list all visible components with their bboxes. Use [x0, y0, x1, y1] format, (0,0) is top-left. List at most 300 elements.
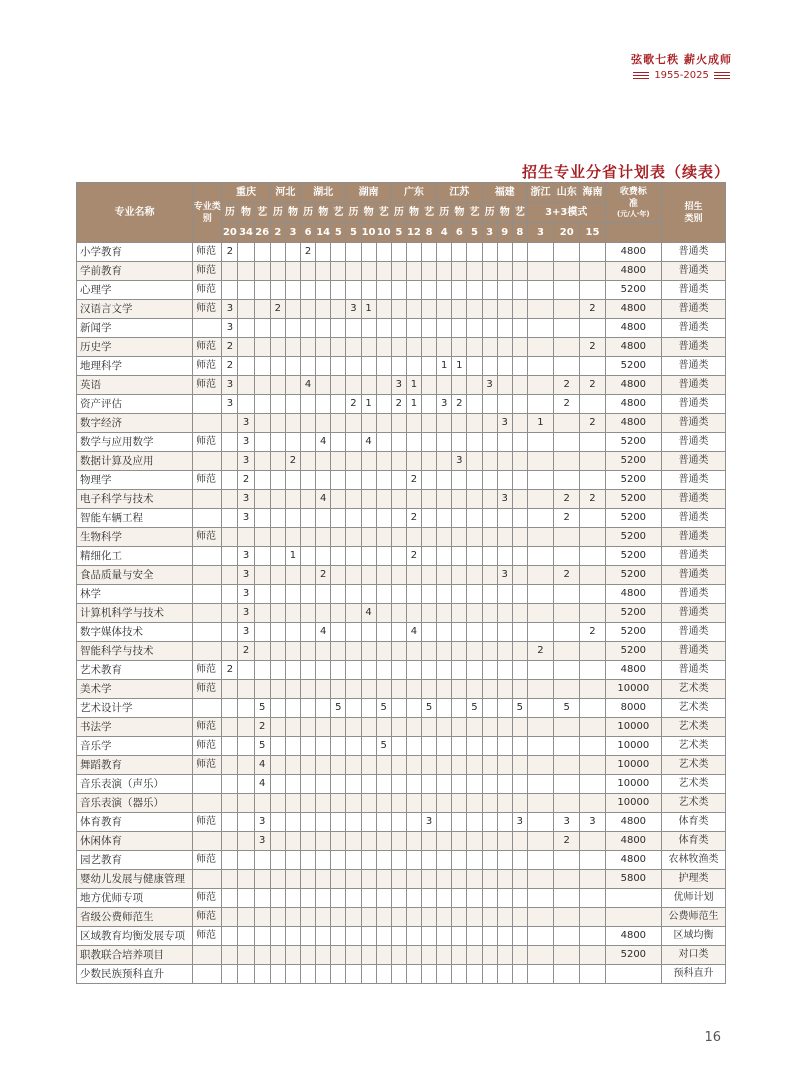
major-name-cell: 音乐表演（器乐）: [77, 794, 193, 813]
fee-cell: 4800: [605, 813, 662, 832]
quota-cell: [376, 756, 391, 775]
quota-cell: [467, 395, 482, 414]
quota-cell: [238, 243, 254, 262]
quota-cell: [422, 870, 437, 889]
quota-cell: [437, 851, 452, 870]
quota-cell: [316, 471, 331, 490]
fee-cell: 10000: [605, 756, 662, 775]
quota-cell: [376, 471, 391, 490]
quota-cell: [391, 414, 406, 433]
quota-cell: [361, 452, 376, 471]
quota-cell: [331, 813, 346, 832]
fee-cell: 5200: [605, 528, 662, 547]
major-name-cell: 智能科学与技术: [77, 642, 193, 661]
quota-cell: [346, 547, 361, 566]
quota-cell: [452, 851, 467, 870]
quota-cell: 3: [497, 566, 512, 585]
quota-cell: [346, 319, 361, 338]
quota-cell: [497, 623, 512, 642]
quota-cell: [497, 585, 512, 604]
quota-cell: [437, 794, 452, 813]
quota-cell: [527, 433, 553, 452]
quota-cell: [376, 927, 391, 946]
quota-cell: [361, 832, 376, 851]
quota-cell: [554, 756, 580, 775]
major-name-cell: 音乐表演（声乐）: [77, 775, 193, 794]
quota-cell: [452, 813, 467, 832]
quota-cell: [316, 585, 331, 604]
quota-cell: [482, 661, 497, 680]
major-name-cell: 林学: [77, 585, 193, 604]
quota-cell: [316, 699, 331, 718]
table-row: [77, 357, 726, 376]
quota-cell: [512, 832, 527, 851]
quota-cell: [331, 851, 346, 870]
major-name-cell: 省级公费师范生: [77, 908, 193, 927]
major-name-cell: 学前教育: [77, 262, 193, 281]
quota-cell: [437, 642, 452, 661]
quota-cell: [331, 908, 346, 927]
quota-cell: [497, 300, 512, 319]
fee-cell: 4800: [605, 832, 662, 851]
header-subject: 历: [391, 203, 406, 223]
quota-cell: [376, 395, 391, 414]
header-total: 5: [467, 223, 482, 243]
quota-cell: [331, 642, 346, 661]
quota-cell: [285, 262, 300, 281]
quota-cell: [497, 433, 512, 452]
major-type-cell: 师范: [193, 376, 222, 395]
quota-cell: [316, 547, 331, 566]
quota-cell: [512, 243, 527, 262]
quota-cell: [422, 528, 437, 547]
quota-cell: [316, 889, 331, 908]
quota-cell: [222, 414, 238, 433]
quota-cell: [422, 376, 437, 395]
quota-cell: [406, 243, 421, 262]
quota-cell: [437, 813, 452, 832]
quota-cell: [437, 262, 452, 281]
quota-cell: 2: [316, 566, 331, 585]
quota-cell: [361, 927, 376, 946]
quota-cell: [580, 357, 605, 376]
quota-cell: [301, 490, 316, 509]
major-name-cell: 数字媒体技术: [77, 623, 193, 642]
page-title: 招生专业分省计划表（续表）: [521, 163, 730, 181]
quota-cell: [301, 528, 316, 547]
quota-cell: [270, 547, 285, 566]
major-type-cell: 师范: [193, 471, 222, 490]
quota-cell: [238, 395, 254, 414]
quota-cell: 3: [422, 813, 437, 832]
quota-cell: [437, 699, 452, 718]
quota-cell: [467, 509, 482, 528]
quota-cell: 2: [580, 300, 605, 319]
quota-cell: [437, 946, 452, 965]
header-total: 10: [361, 223, 376, 243]
major-type-cell: [193, 414, 222, 433]
quota-cell: [452, 680, 467, 699]
quota-cell: [391, 452, 406, 471]
quota-cell: [316, 338, 331, 357]
quota-cell: 3: [482, 376, 497, 395]
quota-cell: [316, 642, 331, 661]
category-cell: 体育类: [662, 813, 726, 832]
quota-cell: [512, 319, 527, 338]
quota-cell: [376, 623, 391, 642]
quota-cell: [238, 718, 254, 737]
quota-cell: [391, 870, 406, 889]
quota-cell: 2: [452, 395, 467, 414]
quota-cell: [422, 452, 437, 471]
quota-cell: [346, 471, 361, 490]
quota-cell: [527, 870, 553, 889]
quota-cell: [512, 718, 527, 737]
quota-cell: [452, 471, 467, 490]
header-total: 6: [301, 223, 316, 243]
quota-cell: [222, 490, 238, 509]
page-number: 16: [704, 1030, 721, 1045]
quota-cell: [467, 319, 482, 338]
table-row: [77, 661, 726, 680]
major-name-cell: 园艺教育: [77, 851, 193, 870]
quota-cell: [254, 965, 270, 984]
quota-cell: [452, 585, 467, 604]
enrollment-plan-table: [76, 182, 726, 984]
quota-cell: [361, 680, 376, 699]
fee-cell: 5200: [605, 946, 662, 965]
quota-cell: [497, 813, 512, 832]
quota-cell: [512, 946, 527, 965]
fee-cell: 4800: [605, 300, 662, 319]
header-total: 5: [391, 223, 406, 243]
quota-cell: [361, 471, 376, 490]
quota-cell: 5: [467, 699, 482, 718]
quota-cell: [482, 908, 497, 927]
header-subject: 物: [497, 203, 512, 223]
quota-cell: [580, 965, 605, 984]
quota-cell: [391, 300, 406, 319]
quota-cell: [346, 718, 361, 737]
quota-cell: [497, 718, 512, 737]
quota-cell: [580, 433, 605, 452]
quota-cell: [467, 813, 482, 832]
quota-cell: [452, 262, 467, 281]
quota-cell: [527, 262, 553, 281]
quota-cell: [482, 566, 497, 585]
quota-cell: [376, 851, 391, 870]
quota-cell: [238, 357, 254, 376]
fee-cell: 4800: [605, 376, 662, 395]
quota-cell: [222, 642, 238, 661]
quota-cell: 3: [254, 813, 270, 832]
quota-cell: [554, 680, 580, 699]
quota-cell: [422, 794, 437, 813]
quota-cell: [316, 357, 331, 376]
fee-cell: 10000: [605, 775, 662, 794]
quota-cell: [467, 737, 482, 756]
quota-cell: [285, 775, 300, 794]
quota-cell: [222, 547, 238, 566]
quota-cell: [361, 775, 376, 794]
quota-cell: [391, 566, 406, 585]
major-name-cell: 物理学: [77, 471, 193, 490]
quota-cell: [254, 661, 270, 680]
fee-cell: 5200: [605, 642, 662, 661]
quota-cell: [361, 262, 376, 281]
header-fee-unit: (元/人·年): [617, 210, 650, 218]
quota-cell: [301, 813, 316, 832]
fee-cell: 4800: [605, 319, 662, 338]
header-province: 福建: [482, 183, 527, 203]
quota-cell: [285, 794, 300, 813]
quota-cell: 3: [497, 490, 512, 509]
quota-cell: [482, 338, 497, 357]
category-cell: 普通类: [662, 357, 726, 376]
major-type-cell: [193, 604, 222, 623]
quota-cell: [346, 585, 361, 604]
header-subject: 历: [270, 203, 285, 223]
quota-cell: [580, 395, 605, 414]
header-subject: 物: [316, 203, 331, 223]
quota-cell: [361, 547, 376, 566]
category-cell: 普通类: [662, 509, 726, 528]
quota-cell: [270, 452, 285, 471]
quota-cell: [406, 965, 421, 984]
quota-cell: [437, 737, 452, 756]
major-name-cell: 心理学: [77, 281, 193, 300]
quota-cell: [527, 395, 553, 414]
quota-cell: [316, 452, 331, 471]
quota-cell: [391, 680, 406, 699]
quota-cell: [554, 870, 580, 889]
quota-cell: [512, 908, 527, 927]
quota-cell: 3: [238, 604, 254, 623]
quota-cell: [238, 338, 254, 357]
quota-cell: [346, 452, 361, 471]
quota-cell: [554, 528, 580, 547]
quota-cell: [467, 471, 482, 490]
quota-cell: [554, 319, 580, 338]
quota-cell: [482, 851, 497, 870]
category-cell: 普通类: [662, 433, 726, 452]
category-cell: 区域均衡: [662, 927, 726, 946]
quota-cell: [482, 756, 497, 775]
header-total: 15: [580, 223, 605, 243]
quota-cell: [376, 870, 391, 889]
quota-cell: [346, 357, 361, 376]
quota-cell: 4: [406, 623, 421, 642]
quota-cell: [346, 281, 361, 300]
major-type-cell: [193, 946, 222, 965]
category-cell: 预科直升: [662, 965, 726, 984]
quota-cell: [301, 946, 316, 965]
quota-cell: [361, 509, 376, 528]
quota-cell: [346, 775, 361, 794]
header-subject: 艺: [512, 203, 527, 223]
quota-cell: [527, 604, 553, 623]
quota-cell: [437, 243, 452, 262]
major-name-cell: 计算机科学与技术: [77, 604, 193, 623]
quota-cell: [376, 433, 391, 452]
quota-cell: [238, 319, 254, 338]
header-total: 12: [406, 223, 421, 243]
quota-cell: [376, 281, 391, 300]
quota-cell: 3: [238, 566, 254, 585]
major-type-cell: [193, 965, 222, 984]
quota-cell: 5: [554, 699, 580, 718]
quota-cell: [238, 889, 254, 908]
quota-cell: [361, 490, 376, 509]
quota-cell: [406, 737, 421, 756]
quota-cell: [331, 623, 346, 642]
category-cell: 艺术类: [662, 737, 726, 756]
quota-cell: [391, 509, 406, 528]
quota-cell: [222, 813, 238, 832]
quota-cell: [316, 775, 331, 794]
quota-cell: [437, 509, 452, 528]
quota-cell: [437, 623, 452, 642]
category-cell: 普通类: [662, 414, 726, 433]
quota-cell: [346, 528, 361, 547]
quota-cell: [422, 357, 437, 376]
quota-cell: [301, 319, 316, 338]
quota-cell: 3: [238, 585, 254, 604]
quota-cell: [512, 262, 527, 281]
quota-cell: [238, 851, 254, 870]
quota-cell: [301, 338, 316, 357]
quota-cell: 1: [361, 300, 376, 319]
quota-cell: [301, 509, 316, 528]
quota-cell: [270, 699, 285, 718]
quota-cell: [512, 547, 527, 566]
quota-cell: [406, 661, 421, 680]
quota-cell: [391, 243, 406, 262]
quota-cell: [467, 623, 482, 642]
quota-cell: [376, 604, 391, 623]
quota-cell: [222, 946, 238, 965]
quota-cell: [497, 870, 512, 889]
quota-cell: [316, 794, 331, 813]
quota-cell: 5: [376, 737, 391, 756]
quota-cell: [361, 946, 376, 965]
quota-cell: [580, 471, 605, 490]
quota-cell: 5: [512, 699, 527, 718]
header-total: 26: [254, 223, 270, 243]
quota-cell: [554, 642, 580, 661]
quota-cell: [270, 471, 285, 490]
header-subject: 艺: [422, 203, 437, 223]
quota-cell: [331, 433, 346, 452]
quota-cell: [301, 357, 316, 376]
quota-cell: [406, 262, 421, 281]
quota-cell: [285, 737, 300, 756]
category-cell: 普通类: [662, 585, 726, 604]
quota-cell: [406, 680, 421, 699]
quota-cell: [301, 262, 316, 281]
quota-cell: [422, 509, 437, 528]
quota-cell: 4: [361, 604, 376, 623]
quota-cell: [301, 908, 316, 927]
quota-cell: [361, 813, 376, 832]
quota-cell: [580, 262, 605, 281]
category-cell: 普通类: [662, 262, 726, 281]
quota-cell: [285, 509, 300, 528]
quota-cell: [316, 908, 331, 927]
quota-cell: [482, 775, 497, 794]
quota-cell: [346, 699, 361, 718]
quota-cell: 3: [238, 433, 254, 452]
quota-cell: [316, 870, 331, 889]
major-type-cell: 师范: [193, 281, 222, 300]
quota-cell: [222, 889, 238, 908]
major-type-cell: 师范: [193, 756, 222, 775]
category-cell: 艺术类: [662, 680, 726, 699]
quota-cell: [346, 376, 361, 395]
quota-cell: [301, 566, 316, 585]
quota-cell: [580, 661, 605, 680]
quota-cell: [406, 566, 421, 585]
quota-cell: [331, 357, 346, 376]
quota-cell: [497, 547, 512, 566]
quota-cell: [270, 680, 285, 699]
quota-cell: [482, 813, 497, 832]
quota-cell: [467, 566, 482, 585]
quota-cell: [554, 585, 580, 604]
quota-cell: [222, 585, 238, 604]
table-header: [77, 183, 726, 243]
quota-cell: [452, 718, 467, 737]
quota-cell: [391, 585, 406, 604]
major-name-cell: 历史学: [77, 338, 193, 357]
quota-cell: [406, 927, 421, 946]
quota-cell: [270, 376, 285, 395]
quota-cell: [316, 528, 331, 547]
quota-cell: [452, 623, 467, 642]
quota-cell: [554, 243, 580, 262]
quota-cell: [361, 414, 376, 433]
quota-cell: [391, 851, 406, 870]
quota-cell: [437, 452, 452, 471]
header-total: 2: [270, 223, 285, 243]
quota-cell: [301, 851, 316, 870]
table-row: [77, 851, 726, 870]
quota-cell: 3: [222, 319, 238, 338]
header-subject: 物: [406, 203, 421, 223]
quota-cell: [316, 281, 331, 300]
quota-cell: [238, 281, 254, 300]
quota-cell: 2: [554, 566, 580, 585]
quota-cell: [301, 604, 316, 623]
table-row: [77, 832, 726, 851]
quota-cell: [301, 433, 316, 452]
major-type-cell: 师范: [193, 262, 222, 281]
quota-cell: [346, 509, 361, 528]
quota-cell: [316, 262, 331, 281]
table-row: [77, 319, 726, 338]
fee-cell: 10000: [605, 794, 662, 813]
quota-cell: [301, 395, 316, 414]
quota-cell: [482, 281, 497, 300]
quota-cell: [467, 756, 482, 775]
quota-cell: [254, 927, 270, 946]
major-type-cell: [193, 319, 222, 338]
quota-cell: [497, 775, 512, 794]
fee-cell: 5200: [605, 471, 662, 490]
quota-cell: [554, 262, 580, 281]
header-subject: 艺: [254, 203, 270, 223]
quota-cell: 2: [554, 395, 580, 414]
